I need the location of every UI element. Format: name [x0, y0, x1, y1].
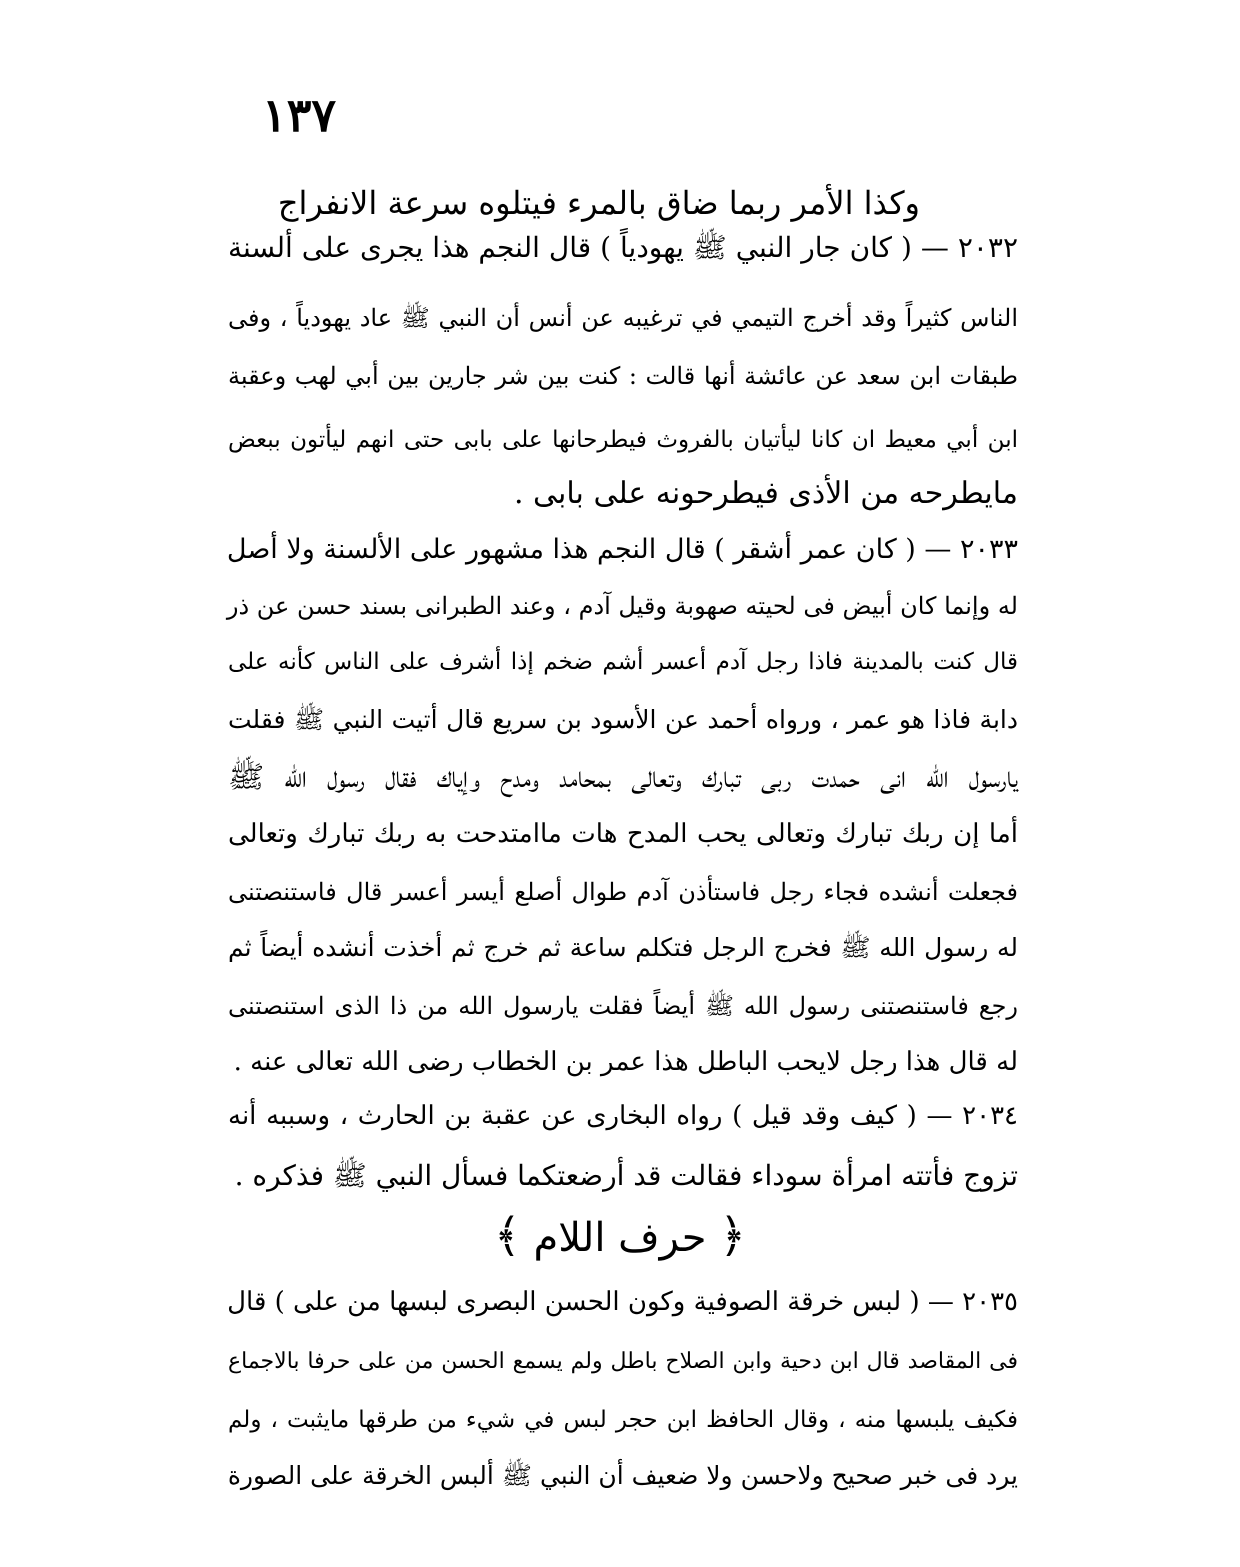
text-line: يرد فى خبر صحيح ولاحسن ولا ضعيف أن النبي ﷺ ألبس الخرقة على الصورة [227, 1461, 1018, 1490]
text-line: له وإنما كان أبيض فى لحيته صهوبة وقيل آدم ، وعند الطبرانى بسند حسن عن ذر [226, 592, 1018, 620]
text-line: ٢٠٣٥ — ( لبس خرقة الصوفية وكون الحسن البصرى لبسها من على ) قال [227, 1287, 1018, 1317]
text-line: قال كنت بالمدينة فاذا رجل آدم أعسر أشم ضخم إذا أشرف على الناس كأنه على [228, 649, 1018, 675]
text-line: يارسول الله انى حمدت ربى تبارك وتعالى بمحامد ومدح وإياك فقال رسول الله ﷺ [228, 760, 1018, 795]
text-line: أما إن ربك تبارك وتعالى يحب المدح هات ماامتدحت به ربك تبارك وتعالى [228, 819, 1018, 849]
text-line: مايطرحه من الأذى فيطرحونه على بابى . [513, 476, 1018, 511]
text-line: دابة فاذا هو عمر ، ورواه أحمد عن الأسود بن سريع قال أتيت النبي ﷺ فقلت [228, 705, 1018, 734]
section-heading [0, 1205, 1240, 1268]
text-line: فجعلت أنشده فجاء رجل فاستأذن آدم طوال أصلع أيسر أعسر قال فاستنصتنى [228, 878, 1018, 906]
text-line: رجع فاستنصتنى رسول الله ﷺ أيضاً فقلت يارسول الله من ذا الذى استنصتنى [228, 992, 1018, 1020]
heading-title: حرف اللام [533, 1215, 707, 1261]
text-line: الناس كثيراً وقد أخرج التيمي في ترغيبه عن أنس أن النبي ﷺ عاد يهودياً ، وفى [228, 304, 1018, 332]
text-line: ابن أبي معيط ان كانا ليأتيان بالفروث فيطرحانها على بابى حتى انهم ليأتون ببعض [228, 427, 1018, 453]
verse-first-hemistich: وكذا الأمر ربما ضاق بالمر [582, 184, 920, 222]
heading-open-bracket: ﴿ [719, 1208, 747, 1262]
text-line: طبقات ابن سعد عن عائشة أنها قالت : كنت بين شر جارين بين أبي لهب وعقبة [228, 362, 1018, 390]
text-line: ٢٠٣٢ — ( كان جار النبي ﷺ يهودياً ) قال النجم هذا يجرى على ألسنة [228, 231, 1018, 264]
text-line: تزوج فأتته امرأة سوداء فقالت قد أرضعتكما فسأل النبي ﷺ فذكره . [234, 1159, 1018, 1192]
heading-close-bracket: ﴾ [493, 1208, 521, 1262]
text-line: ٢٠٣٤ — ( كيف وقد قيل ) رواه البخارى عن عقبة بن الحارث ، وسببه أنه [228, 1101, 1018, 1131]
poetry-verse [277, 182, 920, 224]
verse-second-hemistich: ء فيتلوه سرعة الانفراج [277, 184, 583, 222]
text-line: فى المقاصد قال ابن دحية وابن الصلاح باطل ولم يسمع الحسن من على حرفا بالاجماع [228, 1349, 1018, 1374]
text-line: له رسول الله ﷺ فخرج الرجل فتكلم ساعة ثم خرج ثم أخذت أنشده أيضاً ثم [228, 933, 1018, 962]
text-line: له قال هذا رجل لايحب الباطل هذا عمر بن الخطاب رضى الله تعالى عنه . [233, 1047, 1018, 1077]
text-line: ٢٠٣٣ — ( كان عمر أشقر ) قال النجم هذا مشهور على الألسنة ولا أصل [226, 534, 1018, 565]
text-line: فكيف يلبسها منه ، وقال الحافظ ابن حجر لبس في شيء من طرقها مايثبت ، ولم [228, 1407, 1018, 1433]
page-number: ١٣٧ [262, 88, 337, 142]
